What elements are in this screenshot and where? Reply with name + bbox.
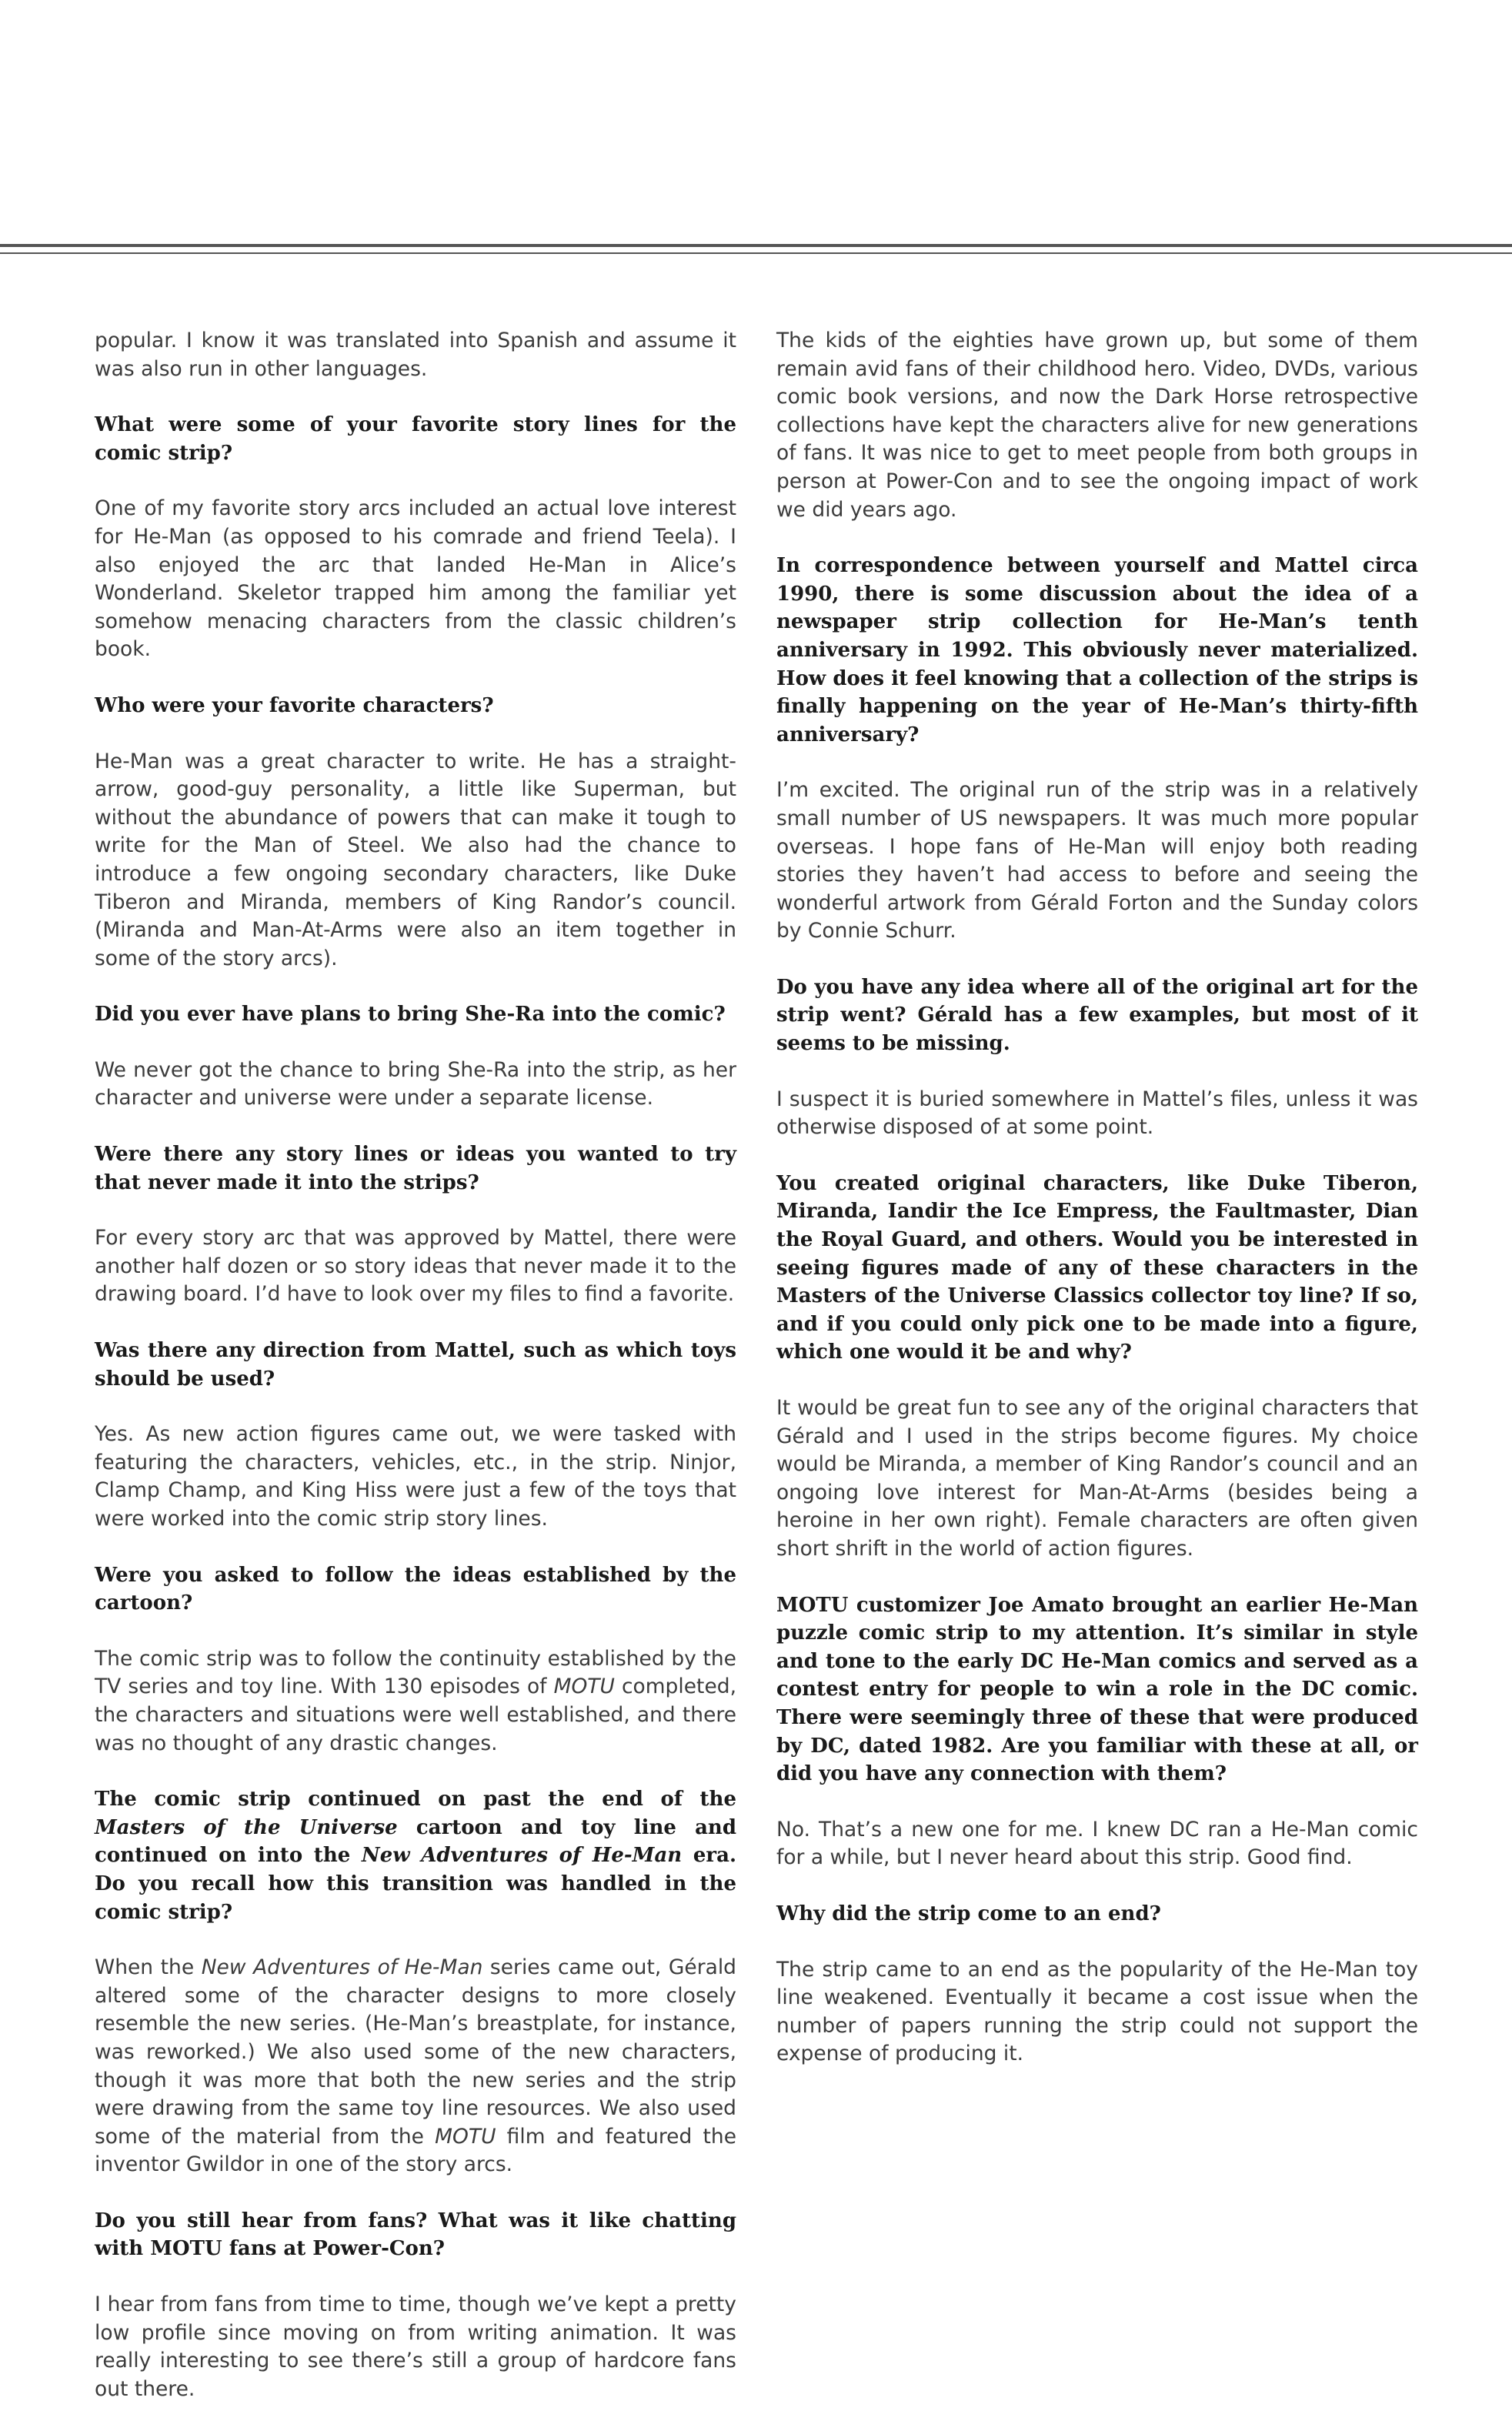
text-run: film and featured the inventor Gwildor in one of the story arcs.	[95, 2124, 736, 2177]
answer-paragraph: popular. I know it was translated into Spanish and assume it was also run in other languages.	[95, 329, 736, 381]
answer-paragraph: One of my favorite story arcs included an actual love interest for He-Man (as opposed to his comrade and friend Teela). I also enjoyed the arc that landed He-Man in Alice’s Wonderland. Skeletor trapped him among the familiar yet somehow menacing characters from the classic children’s book.	[95, 496, 736, 662]
left-column	[95, 327, 736, 2431]
question-heading: Were there any story lines or ideas you wanted to try that never made it into the strips?	[95, 1143, 736, 1194]
question-heading: In correspondence between yourself and Mattel circa 1990, there is some discussion about the idea of a newspaper strip collection for He-Man’s tenth anniversary in 1992. This obviously never materialized. How does it feel knowing that a collection of the strips is finally happening on the year of He-Man’s thirty-fifth anniversary?	[776, 554, 1418, 746]
text-run: cartoon and toy line and continued on into the	[95, 1815, 736, 1868]
text-run: era. Do you recall how this transition was handled in the comic strip?	[95, 1844, 737, 1924]
answer-paragraph	[95, 1645, 736, 1758]
italic-title: MOTU	[553, 1675, 615, 1699]
text-run: The comic strip was to follow the continuity established by the TV series and toy line. With 130 episodes of	[95, 1646, 736, 1699]
header-rule-thin	[0, 252, 1512, 254]
italic-title: New Adventures of He-Man	[201, 1955, 483, 1980]
question-heading: Do you have any idea where all of the original art for the strip went? Gérald has a few examples, but most of it seems to be missing.	[776, 975, 1418, 1056]
question-heading: Why did the strip come to an end?	[776, 1902, 1161, 1925]
question-heading: Who were your favorite characters?	[95, 693, 494, 717]
text-run: completed, the characters and situations were well established, and there was no thought of any drastic changes.	[95, 1675, 736, 1755]
text-run: When the	[95, 1955, 202, 1980]
question-heading: Do you still hear from fans? What was it like chatting with MOTU fans at Power-Con?	[95, 2209, 736, 2261]
question-heading: What were some of your favorite story lines for the comic strip?	[95, 413, 736, 465]
italic-title: MOTU	[435, 2124, 496, 2149]
answer-paragraph: The strip came to an end as the popularity of the He-Man toy line weakened. Eventually it became a cost issue when the number of papers running the strip could not support the expense of producing it.	[776, 1957, 1418, 2066]
question-heading: Did you ever have plans to bring She-Ra into the comic?	[95, 1003, 726, 1027]
answer-paragraph: The kids of the eighties have grown up, but some of them remain avid fans of their childhood hero. Video, DVDs, various comic book versions, and now the Dark Horse retrospective collections have kept the characters alive for new generations of fans. It was nice to get to meet people from both groups in person at Power-Con and to see the ongoing impact of work we did years ago.	[776, 329, 1418, 522]
italic-title: Masters of the Universe	[95, 1815, 398, 1839]
answer-paragraph: Yes. As new action figures came out, we were tasked with featuring the characters, vehicles, etc., in the strip. Ninjor, Clamp Champ, and King Hiss were just a few of the toys that were worked into the comic strip story lines.	[95, 1422, 736, 1531]
question-heading: Were you asked to follow the ideas established by the cartoon?	[95, 1563, 736, 1615]
question-heading: MOTU customizer Joe Amato brought an earlier He-Man puzzle comic strip to my attention. It’s similar in style and tone to the early DC He-Man comics and served as a contest entry for people to win a role in the DC comic. There were seemingly three of these that were produced by DC, dated 1982. Are you familiar with these at all, or did you have any connection with them?	[776, 1593, 1418, 1786]
answer-paragraph: We never got the chance to bring She-Ra into the strip, as her character and universe were under a separate license.	[95, 1057, 736, 1110]
answer-paragraph: I hear from fans from time to time, though we’ve kept a pretty low profile since moving on from writing animation. It was really interesting to see there’s still a group of hardcore fans out there.	[95, 2292, 736, 2401]
answer-paragraph	[95, 1954, 736, 2179]
answer-paragraph: I’m excited. The original run of the strip was in a relatively small number of US newspapers. It was much more popular overseas. I hope fans of He-Man will enjoy both reading stories they haven’t had access to before and seeing the wonderful artwork from Gérald Forton and the Sunday colors by Connie Schurr.	[776, 778, 1418, 943]
right-column	[776, 327, 1418, 2096]
answer-paragraph: It would be great fun to see any of the original characters that Gérald and I used in the strips become figures. My choice would be Miranda, a member of King Randor’s council and an ongoing love interest for Man-At-Arms (besides being a heroine in her own right). Female characters are often given short shrift in the world of action figures.	[776, 1396, 1418, 1561]
italic-title: New Adventures of He-Man	[361, 1844, 683, 1868]
question-heading: You created original characters, like Duke Tiberon, Miranda, Iandir the Ice Empress, the Faultmaster, Dian the Royal Guard, and others. Would you be interested in seeing figures made of any of these characters in the Masters of the Universe Classics collector toy line? If so, and if you could only pick one to be made into a figure, which one would it be and why?	[776, 1171, 1418, 1364]
question-heading	[95, 1785, 736, 1926]
answer-paragraph: He-Man was a great character to write. He has a straight-arrow, good-guy personality, a little like Superman, but without the abundance of powers that can make it tough to write for the Man of Steel. We also had the chance to introduce a few ongoing secondary characters, like Duke Tiberon and Miranda, members of King Randor’s council. (Miranda and Man-At-Arms were also an item together in some of the story arcs).	[95, 749, 736, 970]
answer-paragraph: No. That’s a new one for me. I knew DC ran a He-Man comic for a while, but I never heard about this strip. Good find.	[776, 1817, 1418, 1870]
text-run: The comic strip continued on past the end of the	[95, 1788, 736, 1812]
question-heading: Was there any direction from Mattel, such as which toys should be used?	[95, 1339, 736, 1391]
answer-paragraph: For every story arc that was approved by Mattel, there were another half dozen or so story ideas that never made it to the drawing board. I’d have to look over my files to find a favorite.	[95, 1226, 736, 1307]
header-rule-thick	[0, 244, 1512, 247]
text-run: series came out, Gérald altered some of the character designs to more closely resemble the new series. (He-Man’s breastplate, for instance, was reworked.) We also used some of the new characters, though it was more that both the new series and the strip were drawing from the same toy line resources. We also used some of the material from the	[95, 1955, 737, 2149]
answer-paragraph: I suspect it is buried somewhere in Mattel’s files, unless it was otherwise disposed of at some point.	[776, 1087, 1418, 1140]
